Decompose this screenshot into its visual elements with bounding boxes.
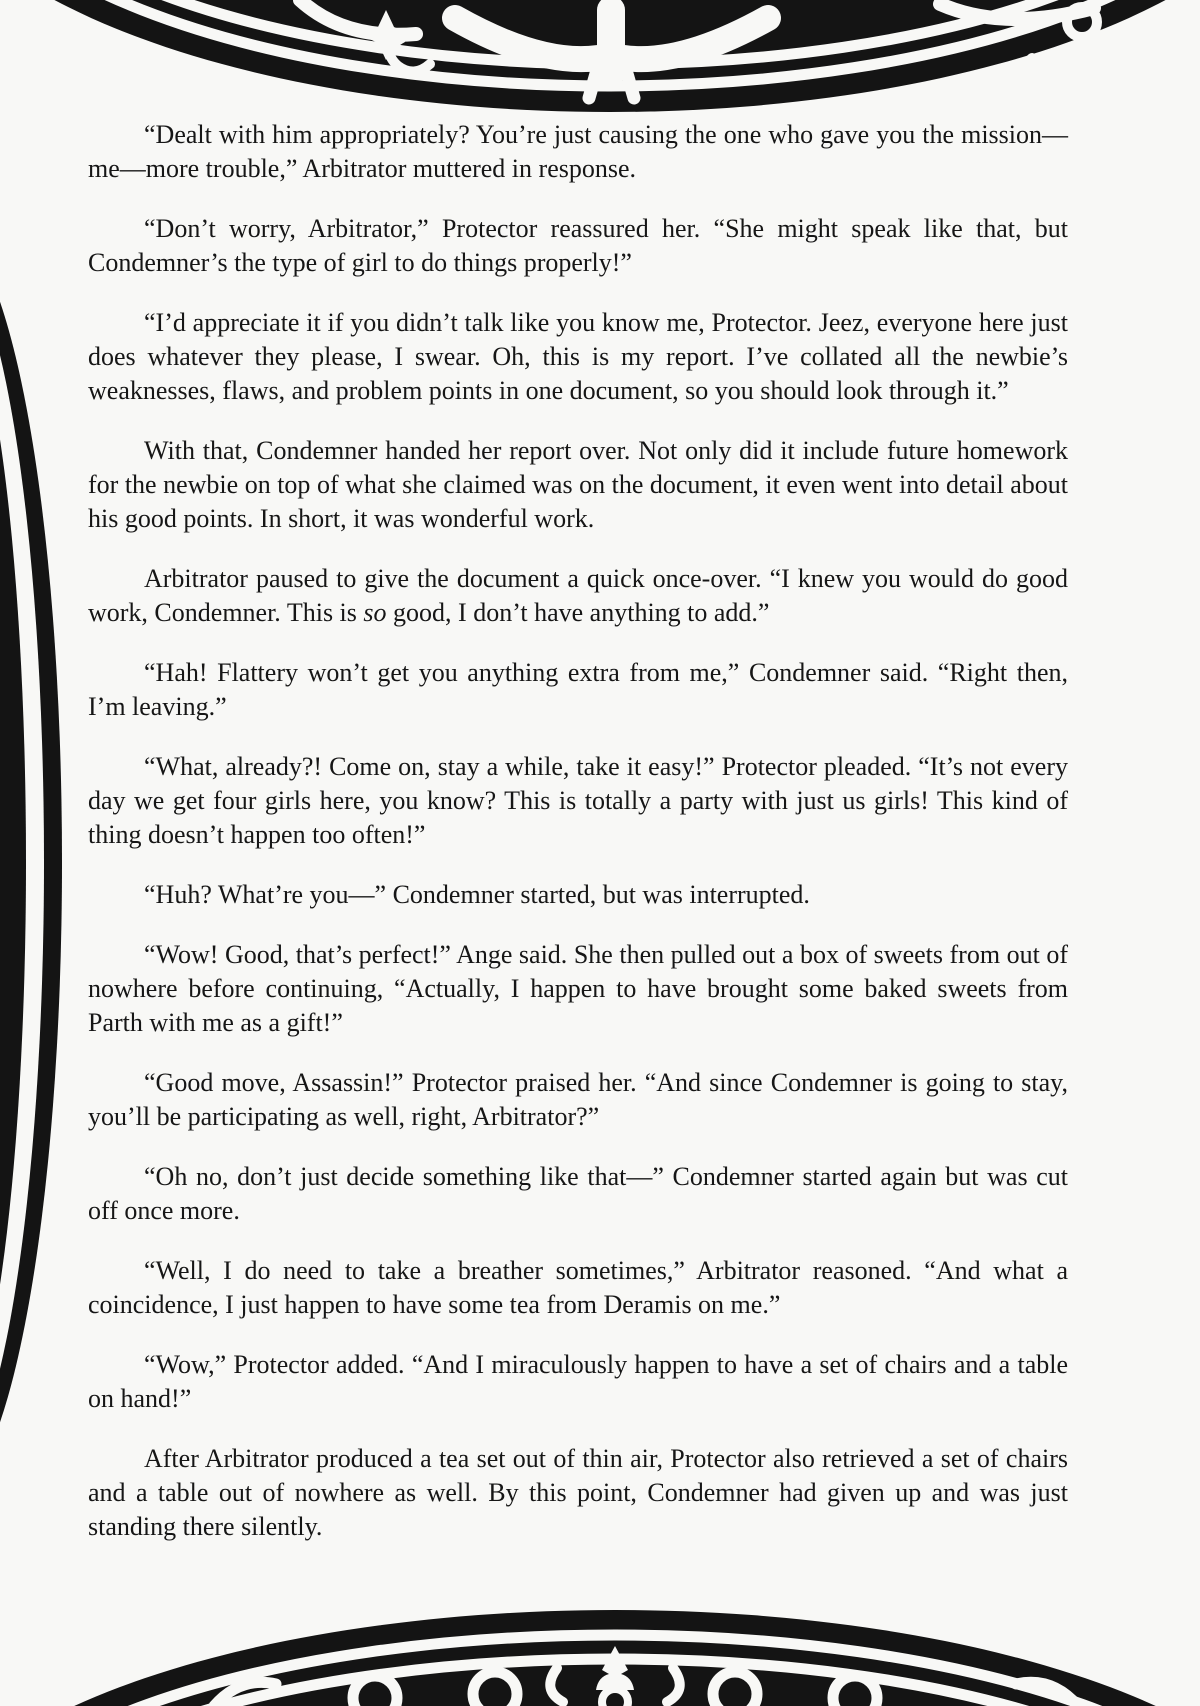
paragraph: “Don’t worry, Arbitrator,” Protector reassured her. “She might speak like that, but Condemner’s the type of girl to do things properly!” <box>88 214 1068 277</box>
paragraph: “Well, I do need to take a breather sometimes,” Arbitrator reasoned. “And what a coincidence, I just happen to have some tea from Deramis on me.” <box>88 1256 1068 1319</box>
paragraph: “Huh? What’re you—” Condemner started, but was interrupted. <box>144 880 810 909</box>
paragraph: “What, already?! Come on, stay a while, take it easy!” Protector pleaded. “It’s not every day we get four girls here, you know? This is totally a party with just us girls! This kind of thing doesn’t happen too often!” <box>88 752 1068 849</box>
bottom-ornament-seal-icon <box>0 1606 1200 1706</box>
seal-finial-motif <box>596 1646 634 1690</box>
top-ornament-seal-icon <box>0 0 1200 132</box>
left-border-arc-icon <box>0 290 66 1430</box>
paragraph: “Hah! Flattery won’t get you anything extra from me,” Condemner said. “Right then, I’m leaving.” <box>88 658 1068 721</box>
seal-side-curls <box>300 0 1097 93</box>
paragraph: “Dealt with him appropriately? You’re just causing the one who gave you the mission—me—more trouble,” Arbitrator muttered in response. <box>88 120 1068 183</box>
paragraph: With that, Condemner handed her report over. Not only did it include future homework for the newbie on top of what she claimed was on the document, it even went into detail about his good points. In short, it was wonderful work. <box>88 436 1068 533</box>
paragraph: “I’d appreciate it if you didn’t talk like you know me, Protector. Jeez, everyone here just does whatever they please, I swear. Oh, this is my report. I’ve collated all the newbie’s weaknesses, flaws, and problem points in one document, so you should look through it.” <box>88 308 1068 405</box>
paragraph: “Good move, Assassin!” Protector praised her. “And since Condemner is going to stay, you’ll be participating as well, right, Arbitrator?” <box>88 1068 1068 1131</box>
seal-wing-motif <box>455 10 768 98</box>
paragraph: “Oh no, don’t just decide something like that—” Condemner started again but was cut off once more. <box>88 1162 1068 1225</box>
seal-loop-motifs <box>214 1668 1078 1706</box>
paragraph: “Wow! Good, that’s perfect!” Ange said. She then pulled out a box of sweets from out of nowhere before continuing, “Actually, I happen to have brought some baked sweets from Parth with me as a gift!” <box>88 940 1068 1037</box>
paragraph: Arbitrator paused to give the document a quick once-over. “I knew you would do good work, Condemner. This is so good, I don’t have anything to add.” <box>88 564 1068 627</box>
page-text <box>88 118 1068 1544</box>
paragraph: “Wow,” Protector added. “And I miraculously happen to have a set of chairs and a table on hand!” <box>88 1350 1068 1413</box>
paragraph: After Arbitrator produced a tea set out of thin air, Protector also retrieved a set of chairs and a table out of nowhere as well. By this point, Condemner had given up and was just standing there silently. <box>88 1444 1068 1541</box>
seal-star-motif <box>361 10 411 60</box>
